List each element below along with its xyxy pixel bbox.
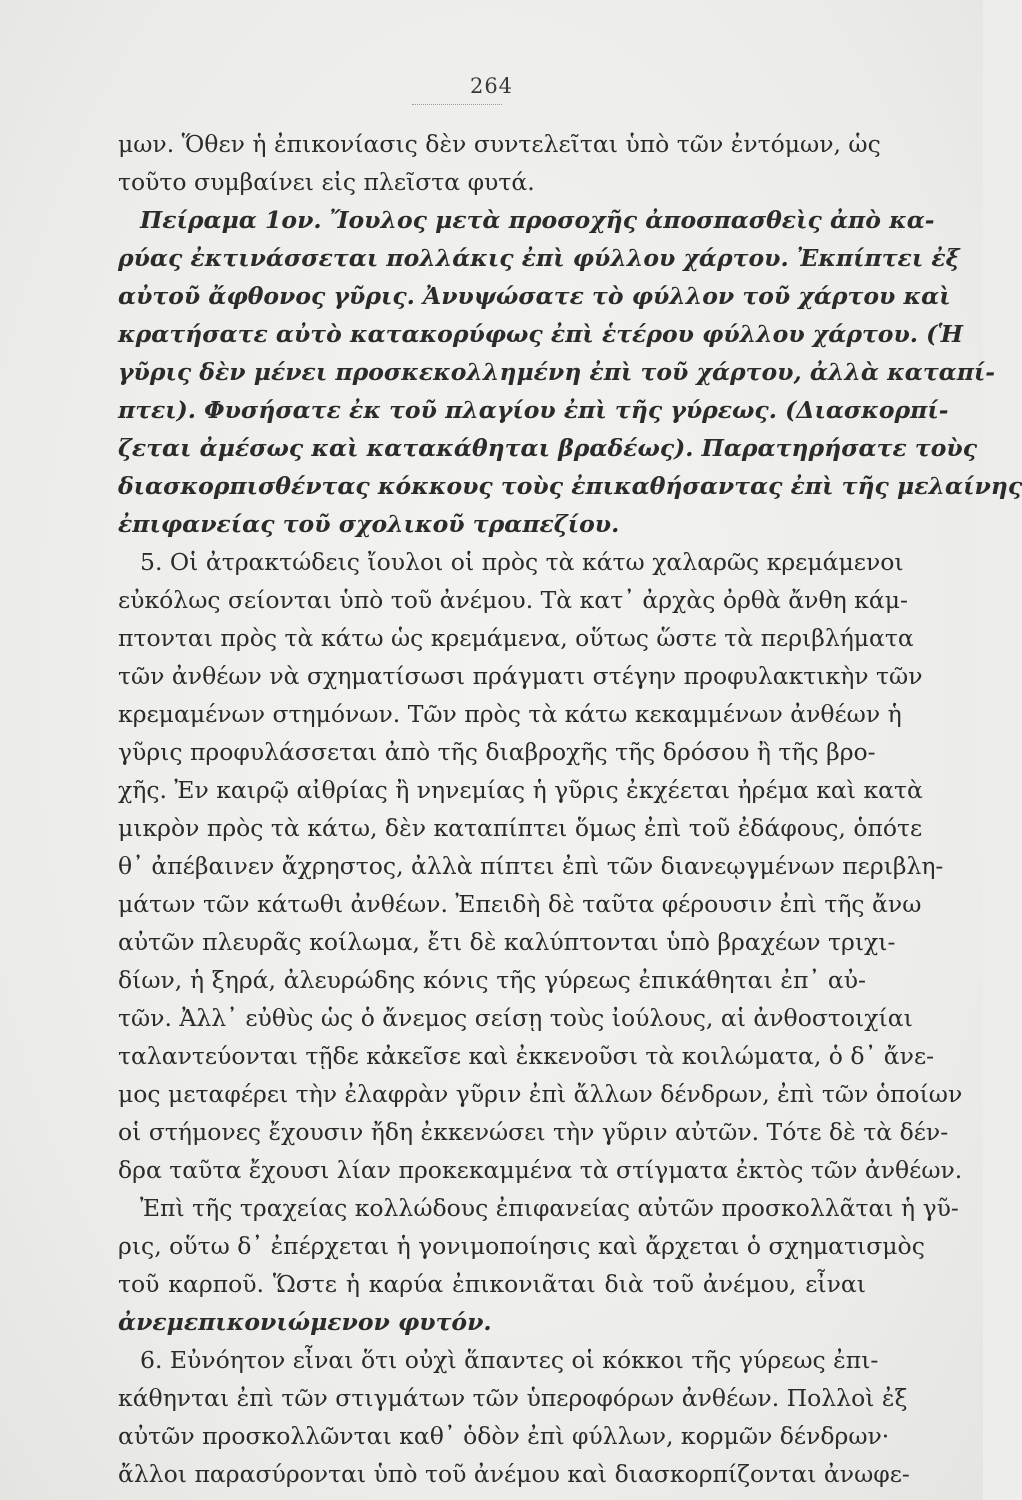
text-line: διασκορπισθέντας κόκκους τοὺς ἐπικαθήσαντας ἐπὶ τῆς μελαίνης [118, 472, 1022, 500]
text-line: μων. Ὅθεν ἡ ἐπικονίασις δὲν συντελεῖται ὑπὸ τῶν ἐντόμων, ὡς [118, 130, 881, 158]
text-line: κρατήσατε αὐτὸ κατακορύφως ἐπὶ ἑτέρου φύλλου χάρτου. (Ἡ [118, 320, 963, 348]
text-line: εὐκόλως σείονται ὑπὸ τοῦ ἀνέμου. Τὰ κατ᾽ ἀρχὰς ὀρθὰ ἄνθη κάμ- [118, 586, 908, 614]
text-line: τῶν ἀνθέων νὰ σχηματίσωσι πράγματι στέγην προφυλακτικὴν τῶν [118, 662, 923, 690]
text-line: δρα ταῦτα ἔχουσι λίαν προκεκαμμένα τὰ στίγματα ἐκτὸς τῶν ἀνθέων. [118, 1156, 963, 1184]
text-line: τῶν. Ἀλλ᾽ εὐθὺς ὡς ὁ ἄνεμος σείσῃ τοὺς ἰούλους, αἱ ἀνθοστοιχίαι [118, 1004, 913, 1032]
text-line: τοῦ καρποῦ. Ὥστε ἡ καρύα ἐπικονιᾶται διὰ τοῦ ἀνέμου, εἶναι [118, 1270, 866, 1298]
text-line: πτει). Φυσήσατε ἐκ τοῦ πλαγίου ἐπὶ τῆς γύρεως. (Διασκορπί- [118, 396, 949, 424]
text-line: κρεμαμένων στημόνων. Τῶν πρὸς τὰ κάτω κεκαμμένων ἀνθέων ἡ [118, 700, 902, 728]
text-line: ἄλλοι παρασύρονται ὑπὸ τοῦ ἀνέμου καὶ διασκορπίζονται ἀνωφε- [118, 1460, 910, 1488]
text-line: ἀνεμεπικονιώμενον φυτόν. [118, 1308, 492, 1336]
text-line: θ᾽ ἀπέβαινεν ἄχρηστος, ἀλλὰ πίπτει ἐπὶ τῶν διανεῳγμένων περιβλη- [118, 852, 944, 880]
text-line: οἱ στήμονες ἔχουσιν ἤδη ἐκκενώσει τὴν γῦριν αὐτῶν. Τότε δὲ τὰ δέν- [118, 1118, 949, 1146]
page-number-rule [412, 104, 502, 105]
text-line: μος μεταφέρει τὴν ἐλαφρὰν γῦριν ἐπὶ ἄλλων δένδρων, ἐπὶ τῶν ὁποίων [118, 1080, 963, 1108]
text-line: αὐτῶν πλευρᾶς κοίλωμα, ἔτι δὲ καλύπτονται ὑπὸ βραχέων τριχι- [118, 928, 896, 956]
text-line: γῦρις δὲν μένει προσκεκολλημένη ἐπὶ τοῦ χάρτου, ἀλλὰ καταπί- [118, 358, 996, 386]
text-line: αὐτῶν προσκολλῶνται καθ᾽ ὁδὸν ἐπὶ φύλλων, κορμῶν δένδρων· [118, 1422, 890, 1450]
text-line: μικρὸν πρὸς τὰ κάτω, δὲν καταπίπτει ὅμως ἐπὶ τοῦ ἐδάφους, ὁπότε [118, 814, 923, 842]
text-line: τοῦτο συμβαίνει εἰς πλεῖστα φυτά. [118, 168, 535, 196]
text-line: πτονται πρὸς τὰ κάτω ὡς κρεμάμενα, οὕτως ὥστε τὰ περιβλήματα [118, 624, 914, 652]
text-line: ζεται ἀμέσως καὶ κατακάθηται βραδέως). Παρατηρήσατε τοὺς [118, 434, 978, 462]
text-line: κάθηνται ἐπὶ τῶν στιγμάτων τῶν ὑπεροφόρων ἀνθέων. Πολλοὶ ἐξ [118, 1384, 908, 1412]
text-line: γῦρις προφυλάσσεται ἀπὸ τῆς διαβροχῆς τῆς δρόσου ἢ τῆς βρο- [118, 738, 876, 766]
text-line: δίων, ἡ ξηρά, ἀλευρώδης κόνις τῆς γύρεως ἐπικάθηται ἐπ᾽ αὐ- [118, 966, 866, 994]
page-number: 264 [469, 74, 514, 98]
text-line: χῆς. Ἐν καιρῷ αἰθρίας ἢ νηνεμίας ἡ γῦρις ἐκχέεται ἠρέμα καὶ κατὰ [118, 776, 923, 804]
text-line: αὐτοῦ ἄφθονος γῦρις. Ἀνυψώσατε τὸ φύλλον τοῦ χάρτου καὶ [118, 282, 951, 310]
text-line: Πείραμα 1ον. Ἴουλος μετὰ προσοχῆς ἀποσπασθεὶς ἀπὸ κα- [140, 206, 935, 234]
text-line: 6. Εὐνόητον εἶναι ὅτι οὐχὶ ἅπαντες οἱ κόκκοι τῆς γύρεως ἐπι- [140, 1346, 879, 1374]
text-line: Ἐπὶ τῆς τραχείας κολλώδους ἐπιφανείας αὐτῶν προσκολλᾶται ἡ γῦ- [140, 1194, 959, 1222]
text-line: ταλαντεύονται τῇδε κἀκεῖσε καὶ ἐκκενοῦσι τὰ κοιλώματα, ὁ δ᾽ ἄνε- [118, 1042, 935, 1070]
text-line: ρύας ἐκτινάσσεται πολλάκις ἐπὶ φύλλου χάρτου. Ἐκπίπτει ἐξ [118, 244, 960, 272]
text-line: 5. Οἱ ἀτρακτώδεις ἴουλοι οἱ πρὸς τὰ κάτω χαλαρῶς κρεμάμενοι [140, 548, 904, 576]
text-line: ἐπιφανείας τοῦ σχολικοῦ τραπεζίου. [118, 510, 620, 538]
text-line: ρις, οὕτω δ᾽ ἐπέρχεται ἡ γονιμοποίησις καὶ ἄρχεται ὁ σχηματισμὸς [118, 1232, 925, 1260]
text-line: μάτων τῶν κάτωθι ἀνθέων. Ἐπειδὴ δὲ ταῦτα φέρουσιν ἐπὶ τῆς ἄνω [118, 890, 922, 918]
